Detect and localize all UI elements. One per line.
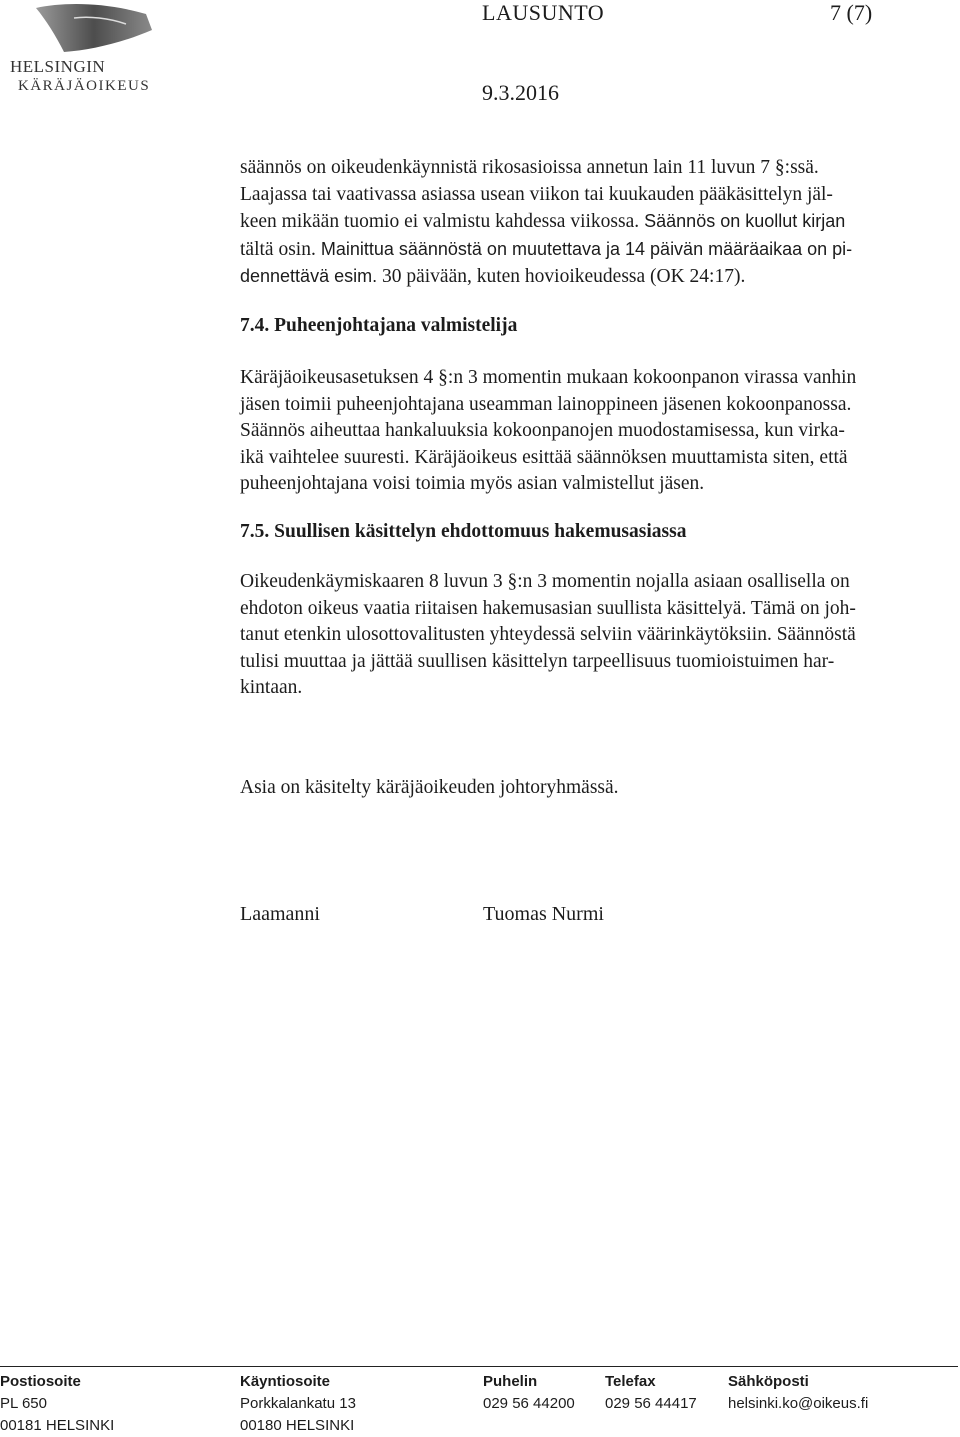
- text-line: puheenjohtajana voisi toimia myös asian valmistellut jäsen.: [240, 473, 705, 494]
- text-line: Laajassa tai vaativassa asiassa usean viikon tai kuukauden pääkäsittelyn jäl-: [240, 183, 833, 205]
- footer-label: Käyntiosoite: [240, 1373, 331, 1390]
- org-name-line1: HELSINGIN: [10, 57, 106, 76]
- footer-value: PL 650: [0, 1395, 47, 1412]
- court-logo: [4, 0, 224, 100]
- section-heading-7-4: 7.4. Puheenjohtajana valmistelija: [240, 315, 518, 336]
- text-line: jäsen toimii puheenjohtajana useamman lainoppineen jäsenen kokoonpanossa.: [240, 393, 852, 415]
- section-heading-7-5: 7.5. Suullisen käsittelyn ehdottomuus hakemusasiassa: [240, 521, 687, 542]
- footer-label: Sähköposti: [728, 1373, 809, 1390]
- text-run: keen mikään tuomio ei valmistu kahdessa viikossa.: [240, 211, 640, 232]
- footer-value: 00180 HELSINKI: [240, 1417, 355, 1434]
- court-logo-icon: [34, 0, 154, 56]
- text-line: Käräjäoikeusasetuksen 4 §:n 3 momentin mukaan kokoonpanon virassa vanhin: [240, 367, 857, 388]
- footer-value: 029 56 44200: [483, 1395, 575, 1412]
- text-line: Oikeudenkäymiskaaren 8 luvun 3 §:n 3 momentin nojalla asiaan osallisella on: [240, 571, 850, 592]
- text-line: [240, 263, 952, 291]
- footer-label: Telefax: [605, 1373, 656, 1390]
- footer-email-link[interactable]: helsinki.ko@oikeus.fi: [728, 1395, 869, 1412]
- text-run: Mainittua säännöstä on muutettava ja 14 päivän määräaikaa on pi-: [315, 238, 853, 259]
- signer-title: Laamanni: [240, 903, 320, 925]
- footer-divider: [0, 1366, 958, 1367]
- footer-email: [728, 1371, 868, 1415]
- signer-name: Tuomas Nurmi: [483, 903, 604, 925]
- closing-statement: Asia on käsitelty käräjäoikeuden johtoryhmässä.: [240, 777, 619, 798]
- text-run: Käräjäoikeus esittää säännöksen muuttamista siten, että: [409, 446, 848, 468]
- footer-value: Porkkalankatu 13: [240, 1395, 356, 1412]
- footer-label: Postiosoite: [0, 1373, 81, 1390]
- text-line: [240, 208, 952, 236]
- footer-value: 00181 HELSINKI: [0, 1417, 115, 1434]
- footer-postal: [0, 1371, 114, 1437]
- footer-visit: [240, 1371, 356, 1437]
- text-run: tältä osin.: [240, 238, 316, 260]
- text-line: [240, 445, 952, 472]
- section-7-4-body: [240, 365, 952, 498]
- text-run: 30 päivään, kuten hovioikeudessa (OK 24:17).: [377, 266, 746, 287]
- footer-value: 029 56 44417: [605, 1395, 697, 1412]
- text-line: kintaan.: [240, 677, 303, 698]
- document-date: 9.3.2016: [482, 80, 559, 105]
- footer: [0, 1371, 960, 1434]
- text-line: Säännös aiheuttaa hankaluuksia kokoonpanojen muodostamisessa, kun virka-: [240, 420, 845, 441]
- text-run: ikä vaihtelee suuresti.: [240, 446, 410, 468]
- footer-phone: [483, 1371, 575, 1415]
- footer-fax: [605, 1371, 697, 1415]
- text-line: tulisi muuttaa ja jättää suullisen käsittelyn tarpeellisuus tuomioistuimen har-: [240, 650, 835, 672]
- text-line: ehdoton oikeus vaatia riitaisen hakemusasian suullista käsittelyä. Tämä on joh-: [240, 597, 856, 619]
- footer-label: Puhelin: [483, 1373, 538, 1390]
- document-type: LAUSUNTO: [482, 0, 605, 25]
- org-name-line2: KÄRÄJÄOIKEUS: [18, 78, 151, 94]
- text-run: dennettävä esim.: [240, 266, 378, 286]
- text-line: tanut etenkin ulosottovalitusten yhteydessä selviin väärinkäytöksiin. Säännöstä: [240, 624, 856, 645]
- text-run: Säännös on kuollut kirjan: [639, 211, 846, 231]
- text-line: [240, 236, 952, 264]
- text-line: säännös on oikeudenkäynnistä rikosasioissa annetun lain 11 luvun 7 §:ssä.: [240, 157, 819, 178]
- section-7-5-body: [240, 569, 952, 702]
- paragraph-1: [240, 155, 952, 291]
- page-number: 7 (7): [830, 0, 873, 25]
